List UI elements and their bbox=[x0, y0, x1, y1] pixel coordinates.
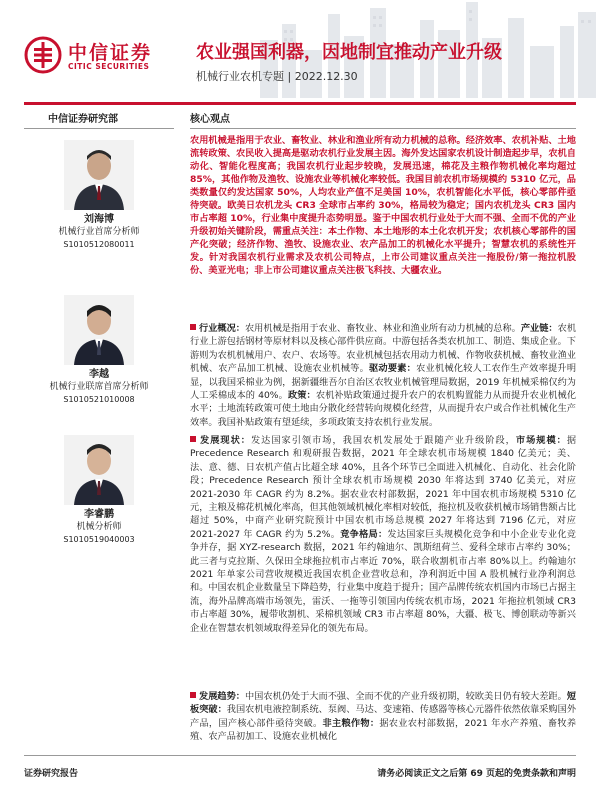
trend-lead: 发展趋势： bbox=[199, 691, 245, 702]
analyst-name: 李越 bbox=[89, 369, 109, 380]
trend-text: 我国农机电液控制系统、泵阀、马达、变速箱、传感器等核心元器件依然依靠采购国外产品，国产核心部件亟待突破。 bbox=[190, 704, 577, 729]
section-divider bbox=[190, 128, 576, 129]
trend-keyword: 非主粮作物： bbox=[322, 717, 380, 729]
overview-keyword: 政策： bbox=[287, 390, 316, 402]
status-keyword: 市场规模： bbox=[515, 435, 567, 446]
overview-text: 农用机械是指用于农业、畜牧业、林业和渔业所有动力机械的总称。 bbox=[244, 323, 521, 334]
trend-text: 中国农机仍处于大而不强、全而不优的产业升级初期，较欧美日仍有较大差距。 bbox=[244, 691, 567, 702]
analyst-role: 机械分析师 bbox=[76, 522, 122, 532]
brand-name-cn: 中信证券 bbox=[68, 42, 153, 64]
red-square-bullet-icon bbox=[190, 692, 196, 698]
brand-name-en: CITIC SECURITIES bbox=[68, 62, 150, 71]
core-view-heading: 核心观点 bbox=[190, 114, 230, 125]
citic-logo-icon bbox=[24, 36, 62, 74]
red-square-bullet-icon bbox=[190, 324, 196, 330]
overview-keyword: 产业链： bbox=[520, 323, 558, 334]
research-team-title: 中信证券研究部 bbox=[48, 114, 118, 125]
trend-paragraph bbox=[190, 690, 576, 744]
sidebar-divider bbox=[24, 128, 174, 129]
analyst-photo bbox=[64, 140, 134, 210]
overview-keyword: 驱动要素： bbox=[369, 363, 417, 375]
overview-text: 农业机械化较人工农作生产效率提升明显，以我国采棉业为例，据新疆维吾尔自治区农牧业机械管理局数据，2019 年机械采棉仅约为人工采棉成本的 40%。 bbox=[190, 363, 577, 402]
report-subtitle: 机械行业农机专题 | 2022.12.30 bbox=[196, 70, 358, 83]
report-header bbox=[0, 0, 600, 98]
footer-disclaimer: 请务必阅读正文之后第 69 页起的免责条款和声明 bbox=[377, 769, 576, 779]
analyst-role: 机械行业首席分析师 bbox=[58, 227, 140, 237]
footer-divider bbox=[24, 755, 576, 756]
status-text: 据 Precedence Research 和观研报告数据，2021 年全球农机市场规模 1840 亿美元；美、法、意、德、日农机产值占比超全球 40%，且各个环节已全面进入机械化、自动化、社会化阶段；Precedence Research 预计全球农机市场规模 2030 年将达到 3740 亿美元，对应 2021-2030 年 CAGR 约为 8.2%。据农业农村部数据，2021 年中国农机市场规模 5310 亿元，主粮及棉花机械化率高，但其他领域机械化率相对较低，拖拉机及收获机械市场销售额占比超过 50%，中商产业研究院预计中国农机市场总规模 2027 年将达到 7196 亿元，对应 2021-2027 年 CAGR 约为 5.2%。 bbox=[190, 435, 577, 540]
analyst-photo bbox=[64, 435, 134, 505]
overview-paragraph bbox=[190, 322, 576, 429]
status-text: 发达国家引领市场，我国农机发展处于跟随产业升级阶段， bbox=[250, 435, 516, 446]
trend-text: 据农业农村部数据，2021 年水产养殖、畜牧养殖、农产品初加工、设施农业机械化 bbox=[190, 717, 577, 743]
analyst-sidebar bbox=[24, 110, 174, 750]
overview-text: 农机补贴政策通过提升农户的农机购置能力从而提升农业机械化水平；土地流转政策可使土地由分散化经营转向规模化经营，从而提升农户或合作社机械化生产效率。我国补贴政策有望延续，多项政策支持农机行业发展。 bbox=[190, 390, 577, 428]
analyst-id: S1010512080011 bbox=[63, 240, 135, 249]
status-text: 发达国家巨头规模化竞争和中小企业专业化竞争并存，据 XYZ-research 数据，2021 年约翰迪尔、凯斯纽荷兰、爱科全球市占率约 30%；此三者与克拉斯、久保田全球拖拉机市占率近 70%，联合收割机市占率 80%以上。约翰迪尔 2021 年单家公司营收规模近我国农机企业营收总和，净利润近中国 A 股机械行业净利润总和。中国农机企业数量呈下降趋势，行业集中度趋于提升；国产品牌传统农机国内市场已占据主流，海外品牌高端市场领先，雷沃、一拖等引领国内传统农机市场，2021 年拖拉机领域 CR3 市占率超 30%，履带收割机、采棉机领域 CR3 市占率超 80%，大疆、极飞、博创联动等新兴企业在智慧农机领域取得差异化的领先布局。 bbox=[190, 528, 576, 634]
analyst-id: S1010519040003 bbox=[63, 535, 135, 544]
header-divider bbox=[24, 102, 576, 105]
analyst-card bbox=[24, 435, 174, 545]
citic-logo bbox=[24, 36, 214, 76]
core-view-summary: 农用机械是指用于农业、畜牧业、林业和渔业所有动力机械的总称。经济效率、农机补贴、土地流转政策、农民收入提高是驱动农机行业发展主因。海外发达国家农机设计制造起步早，农机自动化、智能化程度高；我国农机行业起步较晚，发展迅速，棉花及主粮作物机械化率均超过 85%，其他作物及渔牧、设施农业等机械化率较低。我国目前农机市场规模约 5310 亿元，品类数量仅约发达国家 50%，人均农业产值不足美国 10%，农机智能化水平低，核心零部件亟待突破。欧美日农机龙头 CR3 全球市占率约 30%，格局较为稳定；国内农机龙头 CR3 国内市占率超 10%，行业集中度提升态势明显。鉴于中国农机行业处于大而不强、全而不优的产业升级初始关键阶段，需重点关注：本土作物、本土地形的本土化农机开发；农机核心零部件的国产化突破；经济作物、渔牧、设施农业、农产品加工的机械化水平提升；智慧农机的系统性开发。针对我国农机行业需求及农机公司特点，上市公司建议重点关注一拖股份/第一拖拉机股份、美亚光电；非上市公司建议重点关注极飞科技、大疆农业。 bbox=[190, 135, 576, 276]
report-title: 农业强国利器，因地制宜推动产业升级 bbox=[196, 42, 502, 63]
footer-label: 证券研究报告 bbox=[24, 769, 79, 779]
analyst-card bbox=[24, 140, 174, 250]
overview-lead: 行业概况： bbox=[199, 323, 245, 334]
analyst-role: 机械行业联席首席分析师 bbox=[49, 382, 149, 392]
analyst-photo bbox=[64, 295, 134, 365]
status-paragraph bbox=[190, 434, 576, 635]
analyst-name: 李睿鹏 bbox=[84, 509, 114, 520]
red-square-bullet-icon bbox=[190, 436, 196, 442]
analyst-name: 刘海博 bbox=[84, 214, 114, 225]
trend-keyword: 短板突破： bbox=[190, 691, 576, 716]
analyst-id: S1010521010008 bbox=[63, 395, 135, 404]
analyst-card bbox=[24, 295, 174, 405]
overview-text: 农机行业上游包括钢材等原材料以及核心部件供应商。中游包括各类农机加工、制造、集成企业。下游则为农机机械用户、农户、农场等。农业机械包括农用动力机械、作物收获机械、畜牧业渔业机械、农产品加工机械、设施农业机械等。 bbox=[190, 323, 577, 375]
status-keyword: 竞争格局： bbox=[340, 528, 388, 540]
status-lead: 发展现状： bbox=[199, 435, 251, 446]
